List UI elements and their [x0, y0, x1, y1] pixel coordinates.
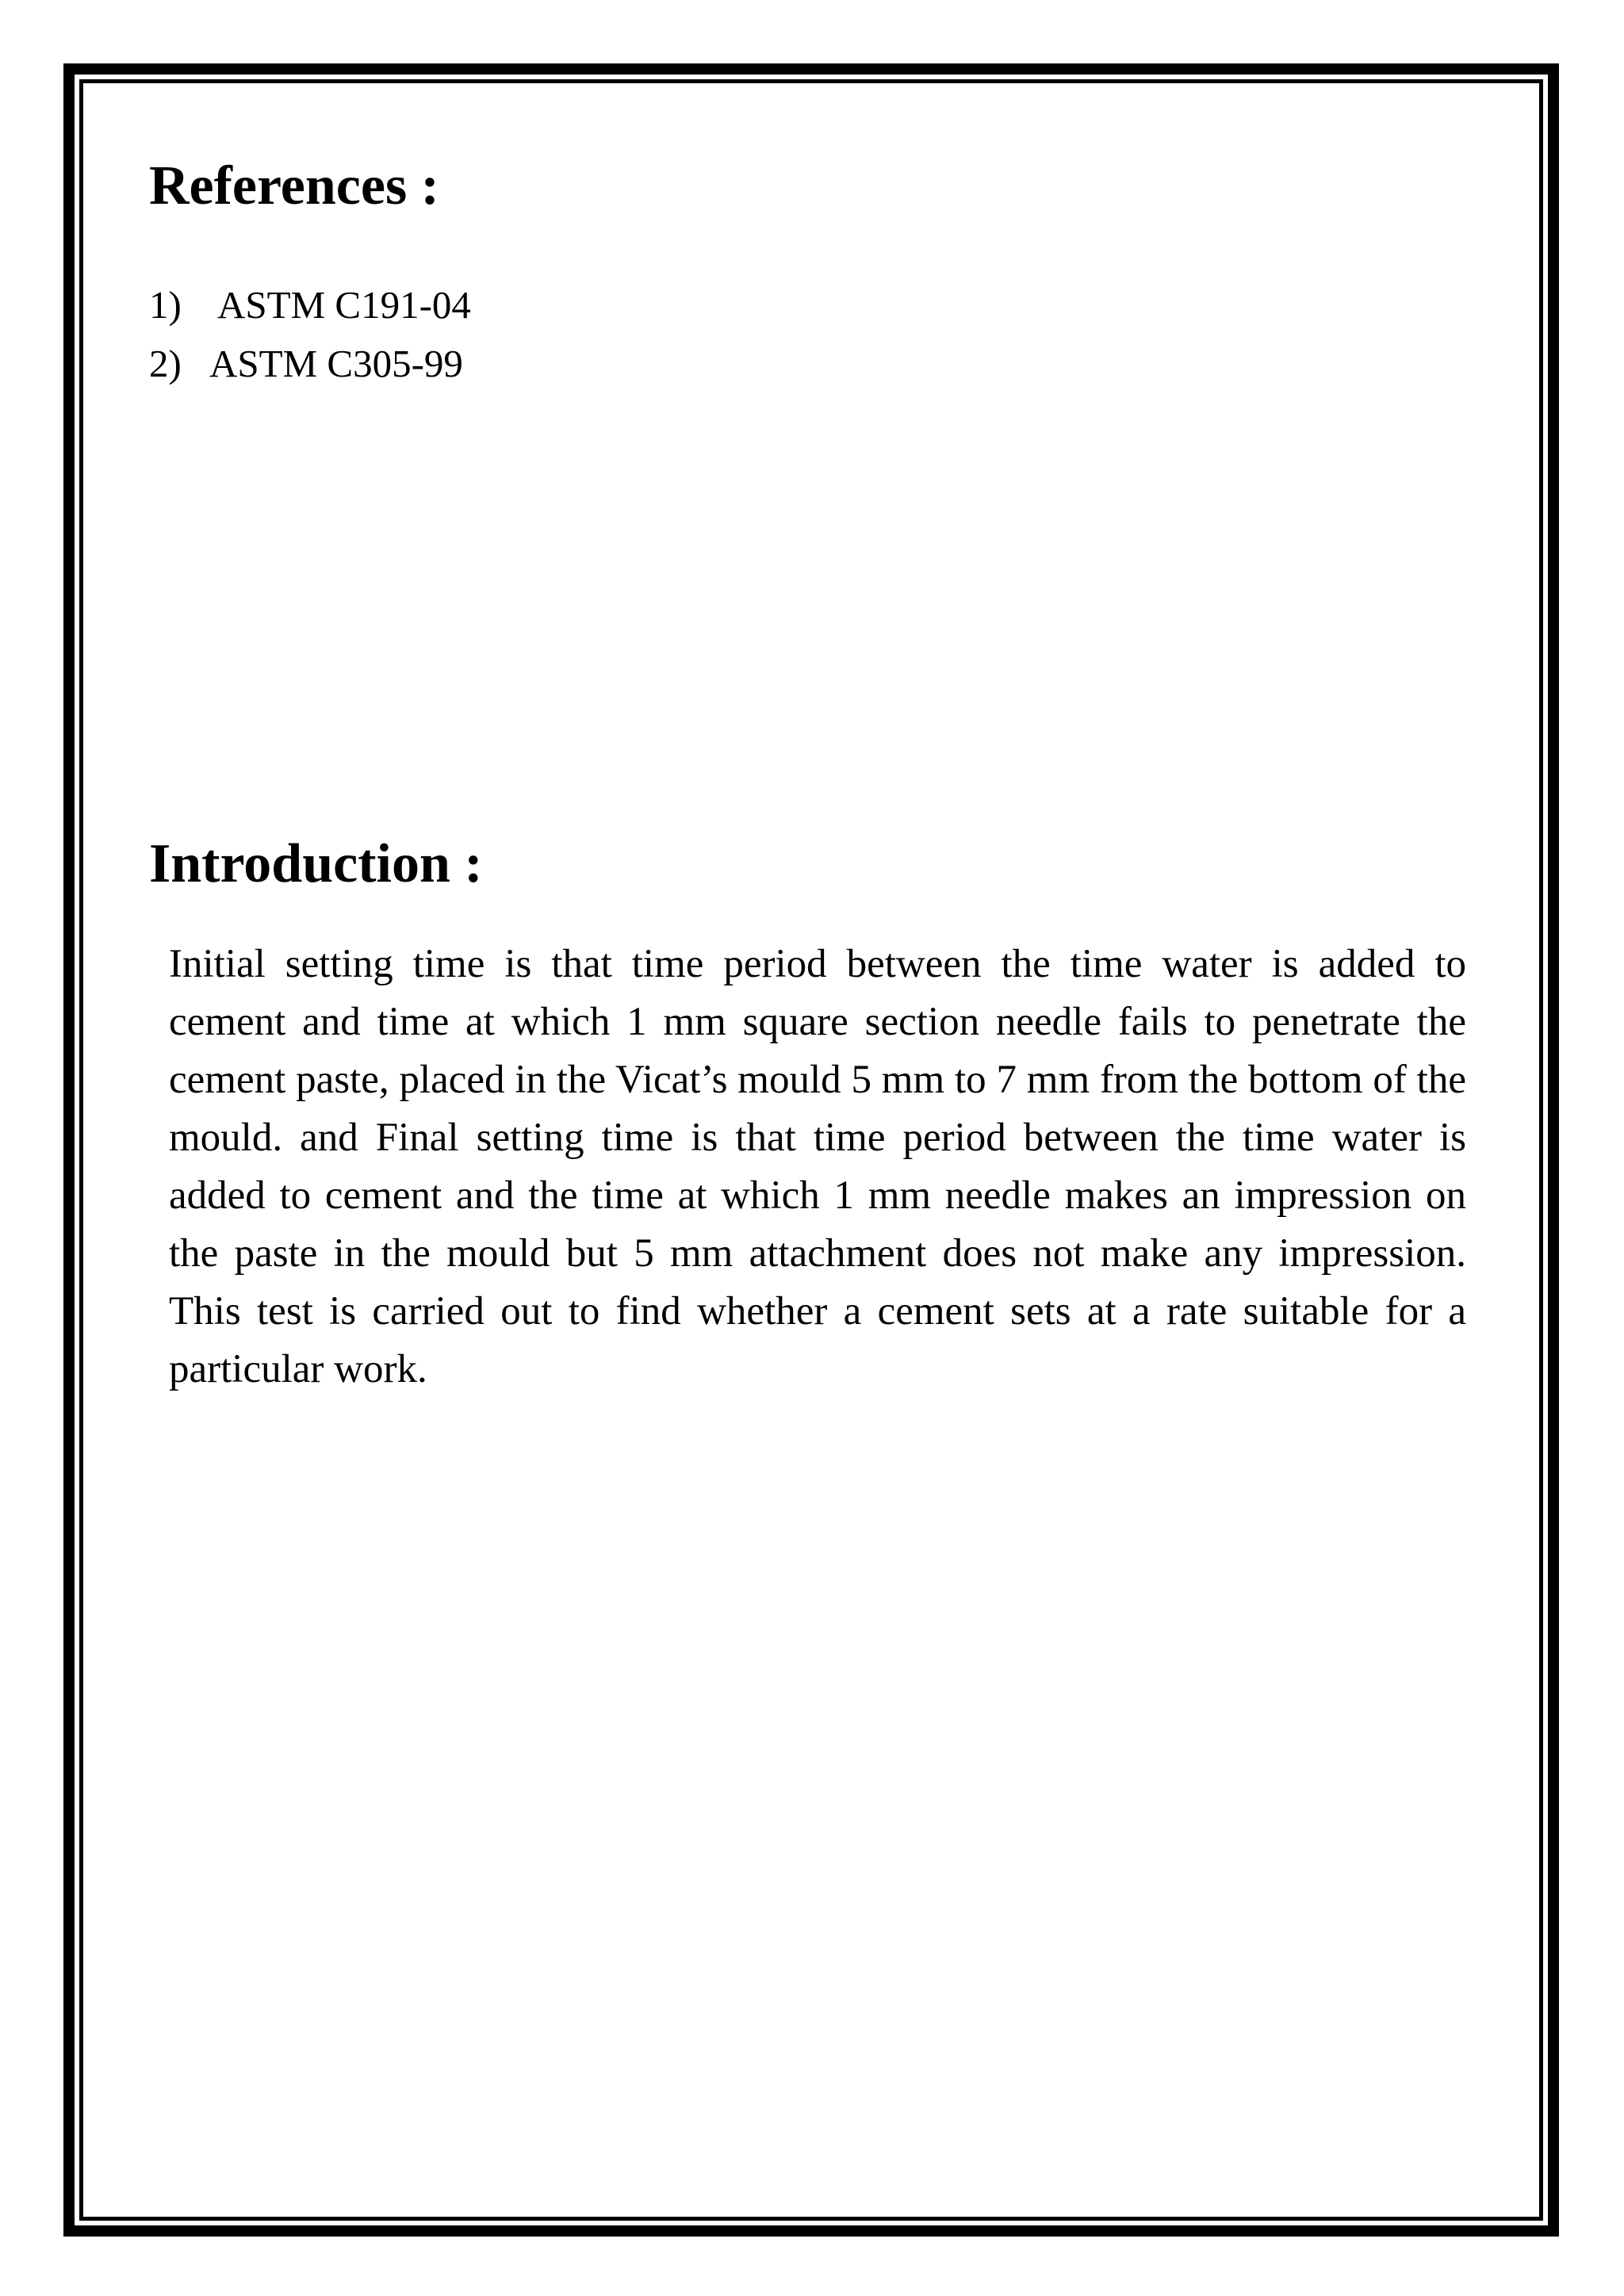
reference-text: ASTM C305-99 [209, 342, 463, 385]
references-list [149, 276, 471, 393]
introduction-paragraph: Initial setting time is that time period between the time water is added to cement and time at which 1 mm square section needle fails to penetrate the cement paste, placed in the Vicat’s mould 5 mm to 7 mm from the bottom of the mould. and Final setting time is that time period between the time water is added to cement and the time at which 1 mm needle makes an impression on the paste in the mould but 5 mm attachment does not make any impression. This test is carried out to find whether a cement sets at a rate suitable for a particular work. [169, 942, 1466, 1391]
reference-number: 2) [149, 342, 182, 385]
reference-text: ASTM C191-04 [217, 283, 471, 327]
introduction-heading: Introduction : [149, 833, 483, 894]
reference-item [149, 276, 471, 335]
references-heading: References : [149, 155, 439, 216]
reference-number: 1) [149, 283, 182, 327]
reference-item [149, 335, 471, 393]
